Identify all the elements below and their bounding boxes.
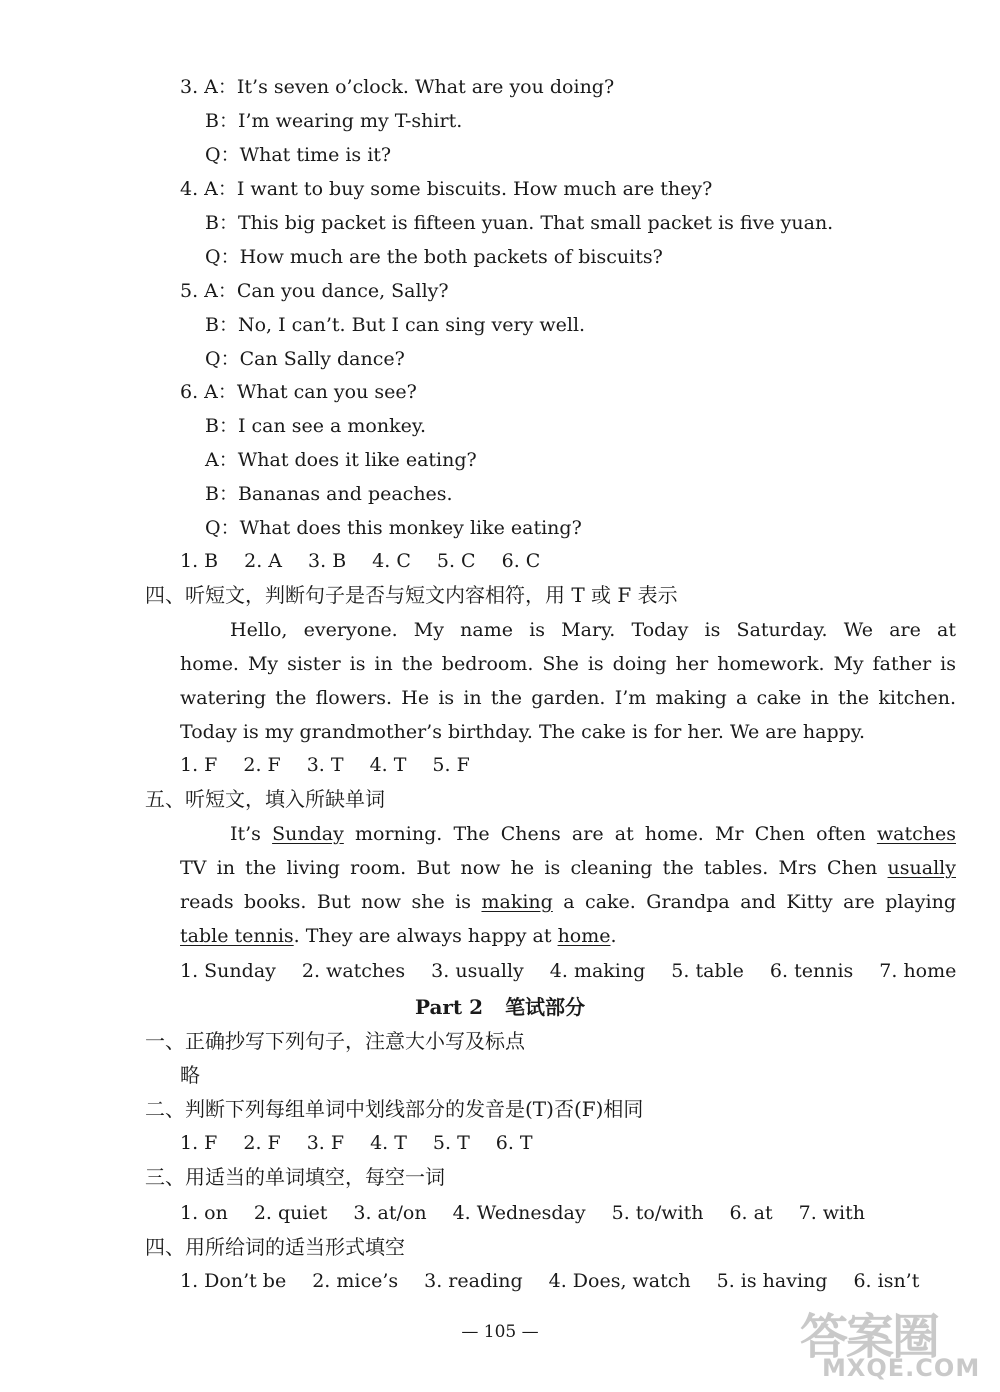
answer-item: 3. B — [308, 550, 347, 572]
blank-answer: watches — [876, 823, 956, 845]
section-5-passage — [180, 817, 956, 953]
answer-item: 7. with — [798, 1202, 865, 1224]
dialog-5-q: Q：Can Sally dance? — [205, 348, 405, 370]
dialog-4-q: Q：How much are the both packets of biscuits? — [205, 246, 663, 268]
dialog-6-b2: B：Bananas and peaches. — [205, 483, 453, 505]
section-4-passage — [180, 613, 956, 749]
answer-item: 2. A — [244, 550, 283, 572]
answer-item: 4. Does, watch — [548, 1270, 691, 1292]
dialog-6-a2: A：What does it like eating? — [205, 449, 477, 471]
section-5-answers — [180, 958, 982, 984]
dialog-6-q: Q：What does this monkey like eating? — [205, 517, 582, 539]
section-5-heading: 五、听短文，填入所缺单词 — [145, 787, 385, 811]
answer-item: 1. on — [180, 1202, 228, 1224]
written-3-heading: 三、用适当的单词填空，每空一词 — [145, 1165, 445, 1189]
blank-answer: home — [557, 925, 611, 947]
dialog-3-b: B：I’m wearing my T-shirt. — [205, 110, 463, 132]
text: . — [610, 925, 617, 947]
section-4-answers — [180, 752, 496, 778]
answer-item: 4. Wednesday — [452, 1202, 586, 1224]
text: reads books. But now she is — [180, 891, 482, 913]
text: TV in the living room. But now he is cleaning the tables. Mrs Chen — [180, 857, 888, 879]
text: a cake. Grandpa and Kitty are playing — [552, 891, 956, 913]
dialog-3-a: 3. A：It’s seven o’clock. What are you doing? — [180, 76, 615, 98]
dialog-5-b: B：No, I can’t. But I can sing very well. — [205, 314, 586, 336]
answer-item: 3. F — [306, 1132, 345, 1154]
passage-line: Today is my grandmother’s birthday. The cake is for her. We are happy. — [180, 721, 866, 743]
answer-item: 2. F — [243, 1132, 281, 1154]
passage-line: Hello, everyone. My name is Mary. Today is Saturday. We are at — [230, 619, 956, 641]
answer-item: 7. home — [879, 960, 957, 982]
passage-line: home. My sister is in the bedroom. She is doing her homework. My father is — [180, 653, 956, 675]
passage-line: watering the flowers. He is in the garden. I’m making a cake in the kitchen. — [180, 687, 956, 709]
answer-item: 6. tennis — [769, 960, 854, 982]
dialog-6-a: 6. A：What can you see? — [180, 381, 417, 403]
answer-item: 3. usually — [431, 960, 524, 982]
answer-item: 3. T — [306, 754, 344, 776]
answer-item: 6. at — [729, 1202, 773, 1224]
text: It’s — [230, 823, 273, 845]
answer-item: 5. F — [432, 754, 470, 776]
dialog-4-a: 4. A：I want to buy some biscuits. How much are they? — [180, 178, 713, 200]
section-4-heading: 四、听短文，判断句子是否与短文内容相符，用 T 或 F 表示 — [145, 583, 678, 607]
answer-item: 6. C — [501, 550, 541, 572]
answer-item: 1. Don’t be — [180, 1270, 287, 1292]
answer-item: 3. reading — [424, 1270, 523, 1292]
answer-item: 4. T — [369, 754, 407, 776]
part-name: 笔试部分 — [505, 995, 586, 1019]
written-2-heading: 二、判断下列每组单词中划线部分的发音是(T)否(F)相同 — [145, 1097, 644, 1121]
answer-item: 6. isn’t — [853, 1270, 920, 1292]
answer-item: 2. watches — [301, 960, 406, 982]
answer-item: 5. C — [436, 550, 476, 572]
answer-item: 5. is having — [716, 1270, 828, 1292]
answer-item: 6. T — [495, 1132, 533, 1154]
written-4-heading: 四、用所给词的适当形式填空 — [145, 1235, 405, 1259]
dialog-5-a: 5. A：Can you dance, Sally? — [180, 280, 449, 302]
answer-item: 5. T — [432, 1132, 470, 1154]
watermark-text: 答案圈 — [800, 1309, 939, 1365]
blank-answer: Sunday — [272, 823, 344, 845]
answer-item: 1. F — [180, 1132, 218, 1154]
answer-item: 4. C — [372, 550, 411, 572]
written-1-answer: 略 — [180, 1063, 200, 1087]
answer-item: 4. making — [549, 960, 646, 982]
dialog-4-b: B：This big packet is fifteen yuan. That small packet is five yuan. — [205, 212, 834, 234]
blank-answer: usually — [887, 857, 956, 879]
answer-item: 2. F — [243, 754, 281, 776]
written-4-answers — [180, 1268, 945, 1294]
answer-item: 5. to/with — [611, 1202, 704, 1224]
part-label: Part 2 — [414, 995, 484, 1019]
passage-line — [180, 919, 956, 953]
answer-item: 1. B — [180, 550, 219, 572]
blank-answer: table tennis — [180, 925, 294, 947]
dialog-3-q: Q：What time is it? — [205, 144, 392, 166]
answer-item: 5. table — [671, 960, 744, 982]
passage-line — [180, 851, 956, 885]
watermark-url: MXQE.COM — [822, 1354, 981, 1382]
answer-item: 1. F — [180, 754, 218, 776]
answers-part3 — [180, 548, 566, 574]
text: morning. The Chens are at home. Mr Chen often — [343, 823, 877, 845]
text: . They are always happy at — [293, 925, 558, 947]
part-2-title — [0, 994, 1000, 1020]
passage-line — [180, 885, 956, 919]
blank-answer: making — [481, 891, 553, 913]
answer-item: 3. at/on — [353, 1202, 427, 1224]
written-3-answers — [180, 1200, 891, 1226]
dialog-6-b: B：I can see a monkey. — [205, 415, 427, 437]
answer-item: 4. T — [370, 1132, 407, 1154]
written-2-answers — [180, 1130, 559, 1156]
answer-item: 2. mice’s — [312, 1270, 399, 1292]
page-number: — 105 — — [461, 1322, 539, 1342]
answer-item: 1. Sunday — [180, 960, 276, 982]
passage-line — [180, 817, 956, 851]
answer-item: 2. quiet — [253, 1202, 328, 1224]
written-1-heading: 一、正确抄写下列句子，注意大小写及标点 — [145, 1029, 525, 1053]
watermark-logo — [800, 1298, 990, 1386]
